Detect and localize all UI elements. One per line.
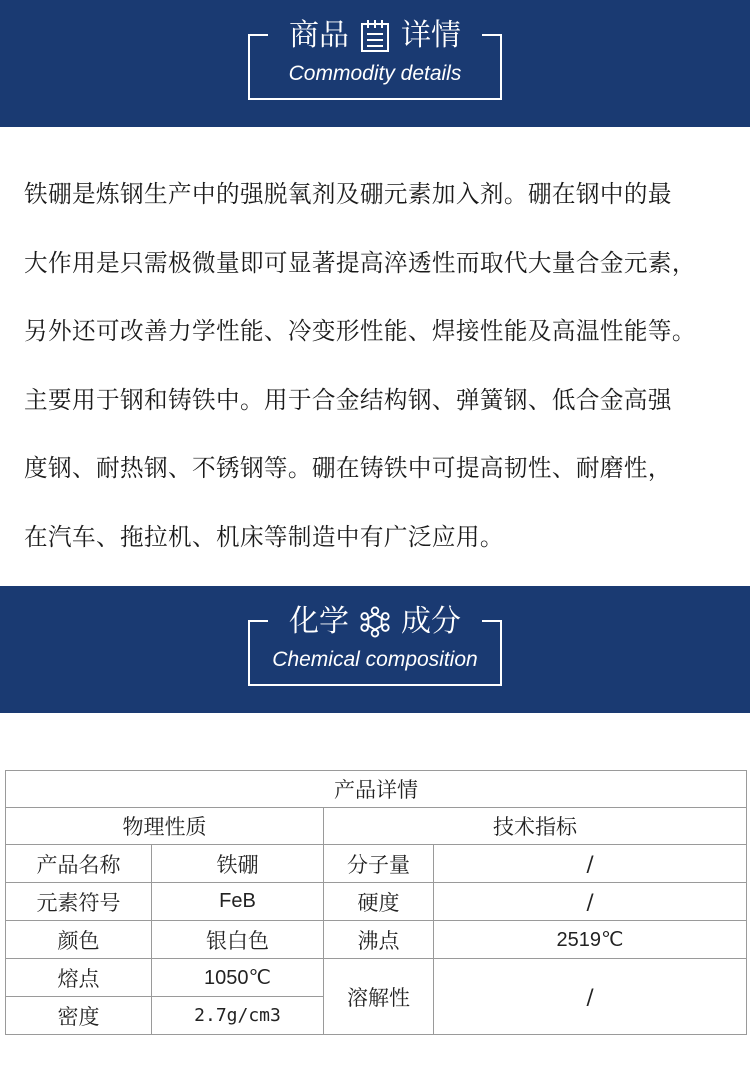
spec-label: 硬度 <box>324 883 434 921</box>
commodity-details-banner <box>0 0 750 127</box>
property-value: 银白色 <box>152 921 324 959</box>
section-subtitle: Chemical composition <box>272 648 478 671</box>
section-title-part2: 成分 <box>401 604 461 639</box>
product-description <box>24 160 746 572</box>
spec-label: 分子量 <box>324 845 434 883</box>
spec-value: / <box>434 959 747 1035</box>
spec-value: / <box>434 883 747 921</box>
property-value: 2.7g/cm3 <box>152 997 324 1035</box>
table-row <box>6 921 747 959</box>
description-line: 铁硼是炼钢生产中的强脱氧剂及硼元素加入剂。硼在钢中的最 <box>24 180 672 208</box>
table-row <box>6 845 747 883</box>
description-line: 大作用是只需极微量即可显著提高淬透性而取代大量合金元素， <box>24 248 696 277</box>
description-line: 主要用于钢和铸铁中。用于合金结构钢、弹簧钢、低合金高强 <box>24 385 672 414</box>
property-value: FeB <box>152 883 324 921</box>
section-title-part1: 化学 <box>289 604 349 639</box>
section-subtitle: Commodity details <box>288 62 462 85</box>
molecule-icon <box>359 605 391 639</box>
section-title-part1: 商品 <box>289 18 349 53</box>
section-title <box>289 16 461 56</box>
description-line: 度钢、耐热钢、不锈钢等。硼在铸铁中可提高韧性、耐磨性， <box>24 454 672 483</box>
description-line: 另外还可改善力学性能、冷变形性能、焊接性能及高温性能等。 <box>24 317 696 346</box>
spec-label: 沸点 <box>324 921 434 959</box>
description-line: 在汽车、拖拉机、机床等制造中有广泛应用。 <box>24 522 504 551</box>
property-label: 元素符号 <box>6 883 152 921</box>
property-value: 铁硼 <box>152 845 324 883</box>
section-title <box>289 602 461 642</box>
table-title: 产品详情 <box>6 771 747 808</box>
physical-properties-header: 物理性质 <box>6 808 324 845</box>
property-label: 熔点 <box>6 959 152 997</box>
property-label: 颜色 <box>6 921 152 959</box>
table-row <box>6 959 747 997</box>
spec-value: 2519℃ <box>434 921 747 959</box>
notepad-icon <box>359 19 391 53</box>
spec-label: 溶解性 <box>324 959 434 1035</box>
table-row <box>6 883 747 921</box>
technical-specs-header: 技术指标 <box>324 808 747 845</box>
product-spec-table <box>5 770 747 1035</box>
chemical-composition-banner <box>0 586 750 713</box>
spec-value: / <box>434 845 747 883</box>
property-label: 产品名称 <box>6 845 152 883</box>
section-title-part2: 详情 <box>401 18 461 53</box>
property-value: 1050℃ <box>152 959 324 997</box>
property-label: 密度 <box>6 997 152 1035</box>
